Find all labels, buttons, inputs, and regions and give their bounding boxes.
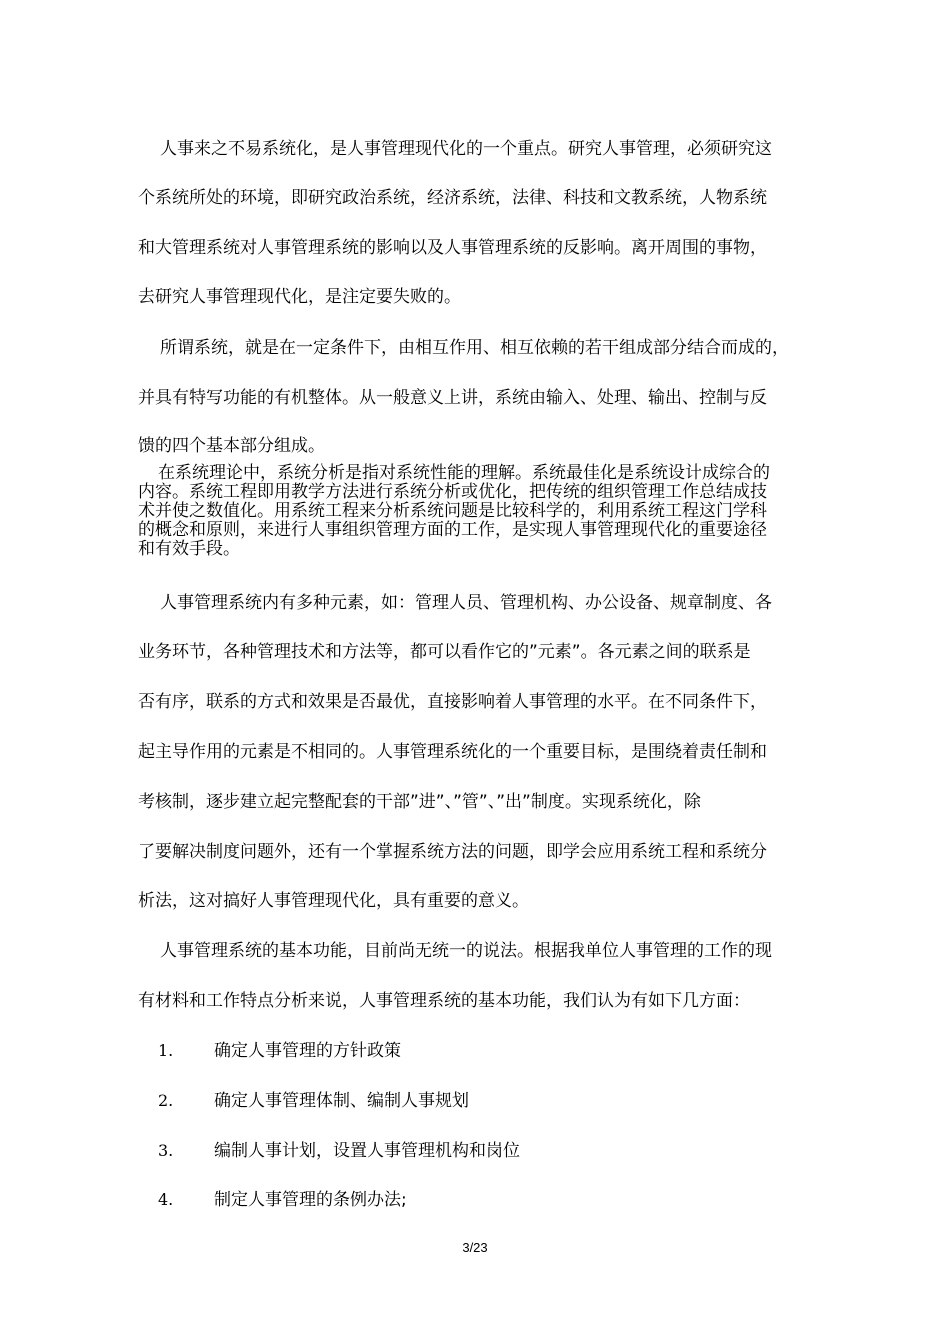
paragraph-4-line-4: 起主导作用的元素是不相同的。人事管理系统化的一个重要目标，是围绕着责任制和: [138, 742, 767, 762]
paragraph-3-line-5: 和有效手段。: [138, 539, 240, 559]
list-item: [158, 1190, 407, 1210]
paragraph-4-line-7: 析法，这对搞好人事管理现代化，具有重要的意义。: [138, 891, 529, 911]
paragraph-4-line-2: 业务环节，各种管理技术和方法等，都可以看作它的”元素”。各元素之间的联系是: [138, 642, 751, 662]
paragraph-4-line-6: 了要解决制度问题外，还有一个掌握系统方法的问题，即学会应用系统工程和系统分: [138, 842, 767, 862]
list-item: [158, 1041, 401, 1061]
paragraph-4-line-3: 否有序，联系的方式和效果是否最优，直接影响着人事管理的水平。在不同条件下，: [138, 692, 767, 712]
paragraph-1-line-3: 和大管理系统对人事管理系统的影响以及人事管理系统的反影响。离开周围的事物，: [138, 238, 767, 258]
paragraph-3-line-2: 内容。系统工程即用教学方法进行系统分析或优化，把传统的组织管理工作总结成技: [138, 482, 767, 502]
paragraph-2-line-3: 馈的四个基本部分组成。: [138, 436, 325, 456]
paragraph-5-line-1: 人事管理系统的基本功能，目前尚无统一的说法。根据我单位人事管理的工作的现: [160, 941, 772, 961]
list-text: 确定人事管理的方针政策: [214, 1041, 401, 1061]
paragraph-1-line-1: 人事来之不易系统化，是人事管理现代化的一个重点。研究人事管理，必须研究这: [160, 139, 772, 159]
paragraph-3-line-1: 在系统理论中，系统分析是指对系统性能的理解。系统最佳化是系统设计成综合的: [158, 463, 770, 483]
list-number: 1.: [158, 1041, 174, 1060]
list-number: 2.: [158, 1091, 174, 1110]
list-text: 确定人事管理体制、编制人事规划: [214, 1091, 469, 1111]
paragraph-4-line-5: 考核制，逐步建立起完整配套的干部”进”、”管”、”出”制度。实现系统化，除: [138, 792, 701, 812]
paragraph-2-line-2: 并具有特写功能的有机整体。从一般意义上讲，系统由输入、处理、输出、控制与反: [138, 388, 767, 408]
list-text: 制定人事管理的条例办法;: [214, 1190, 407, 1210]
list-number: 3.: [158, 1141, 174, 1160]
paragraph-5-line-2: 有材料和工作特点分析来说，人事管理系统的基本功能，我们认为有如下几方面：: [138, 991, 750, 1011]
paragraph-3: [138, 464, 818, 559]
paragraph-4-line-1: 人事管理系统内有多种元素，如：管理人员、管理机构、办公设备、规章制度、各: [160, 593, 772, 613]
paragraph-3-line-3: 术并使之数值化。用系统工程来分析系统问题是比较科学的，利用系统工程这门学科: [138, 501, 767, 521]
page-number: 3/23: [462, 1240, 488, 1255]
paragraph-2-line-1: 所谓系统，就是在一定条件下，由相互作用、相互依赖的若干组成部分结合而成的，: [160, 338, 789, 358]
list-text: 编制人事计划，设置人事管理机构和岗位: [214, 1141, 520, 1161]
paragraph-1-line-2: 个系统所处的环境，即研究政治系统，经济系统，法律、科技和文教系统，人物系统: [138, 188, 767, 208]
list-item: [158, 1091, 469, 1111]
paragraph-3-line-4: 的概念和原则，来进行人事组织管理方面的工作，是实现人事管理现代化的重要途径: [138, 520, 767, 540]
list-number: 4.: [158, 1190, 174, 1209]
list-item: [158, 1141, 520, 1161]
paragraph-1-line-4: 去研究人事管理现代化，是注定要失败的。: [138, 287, 461, 307]
